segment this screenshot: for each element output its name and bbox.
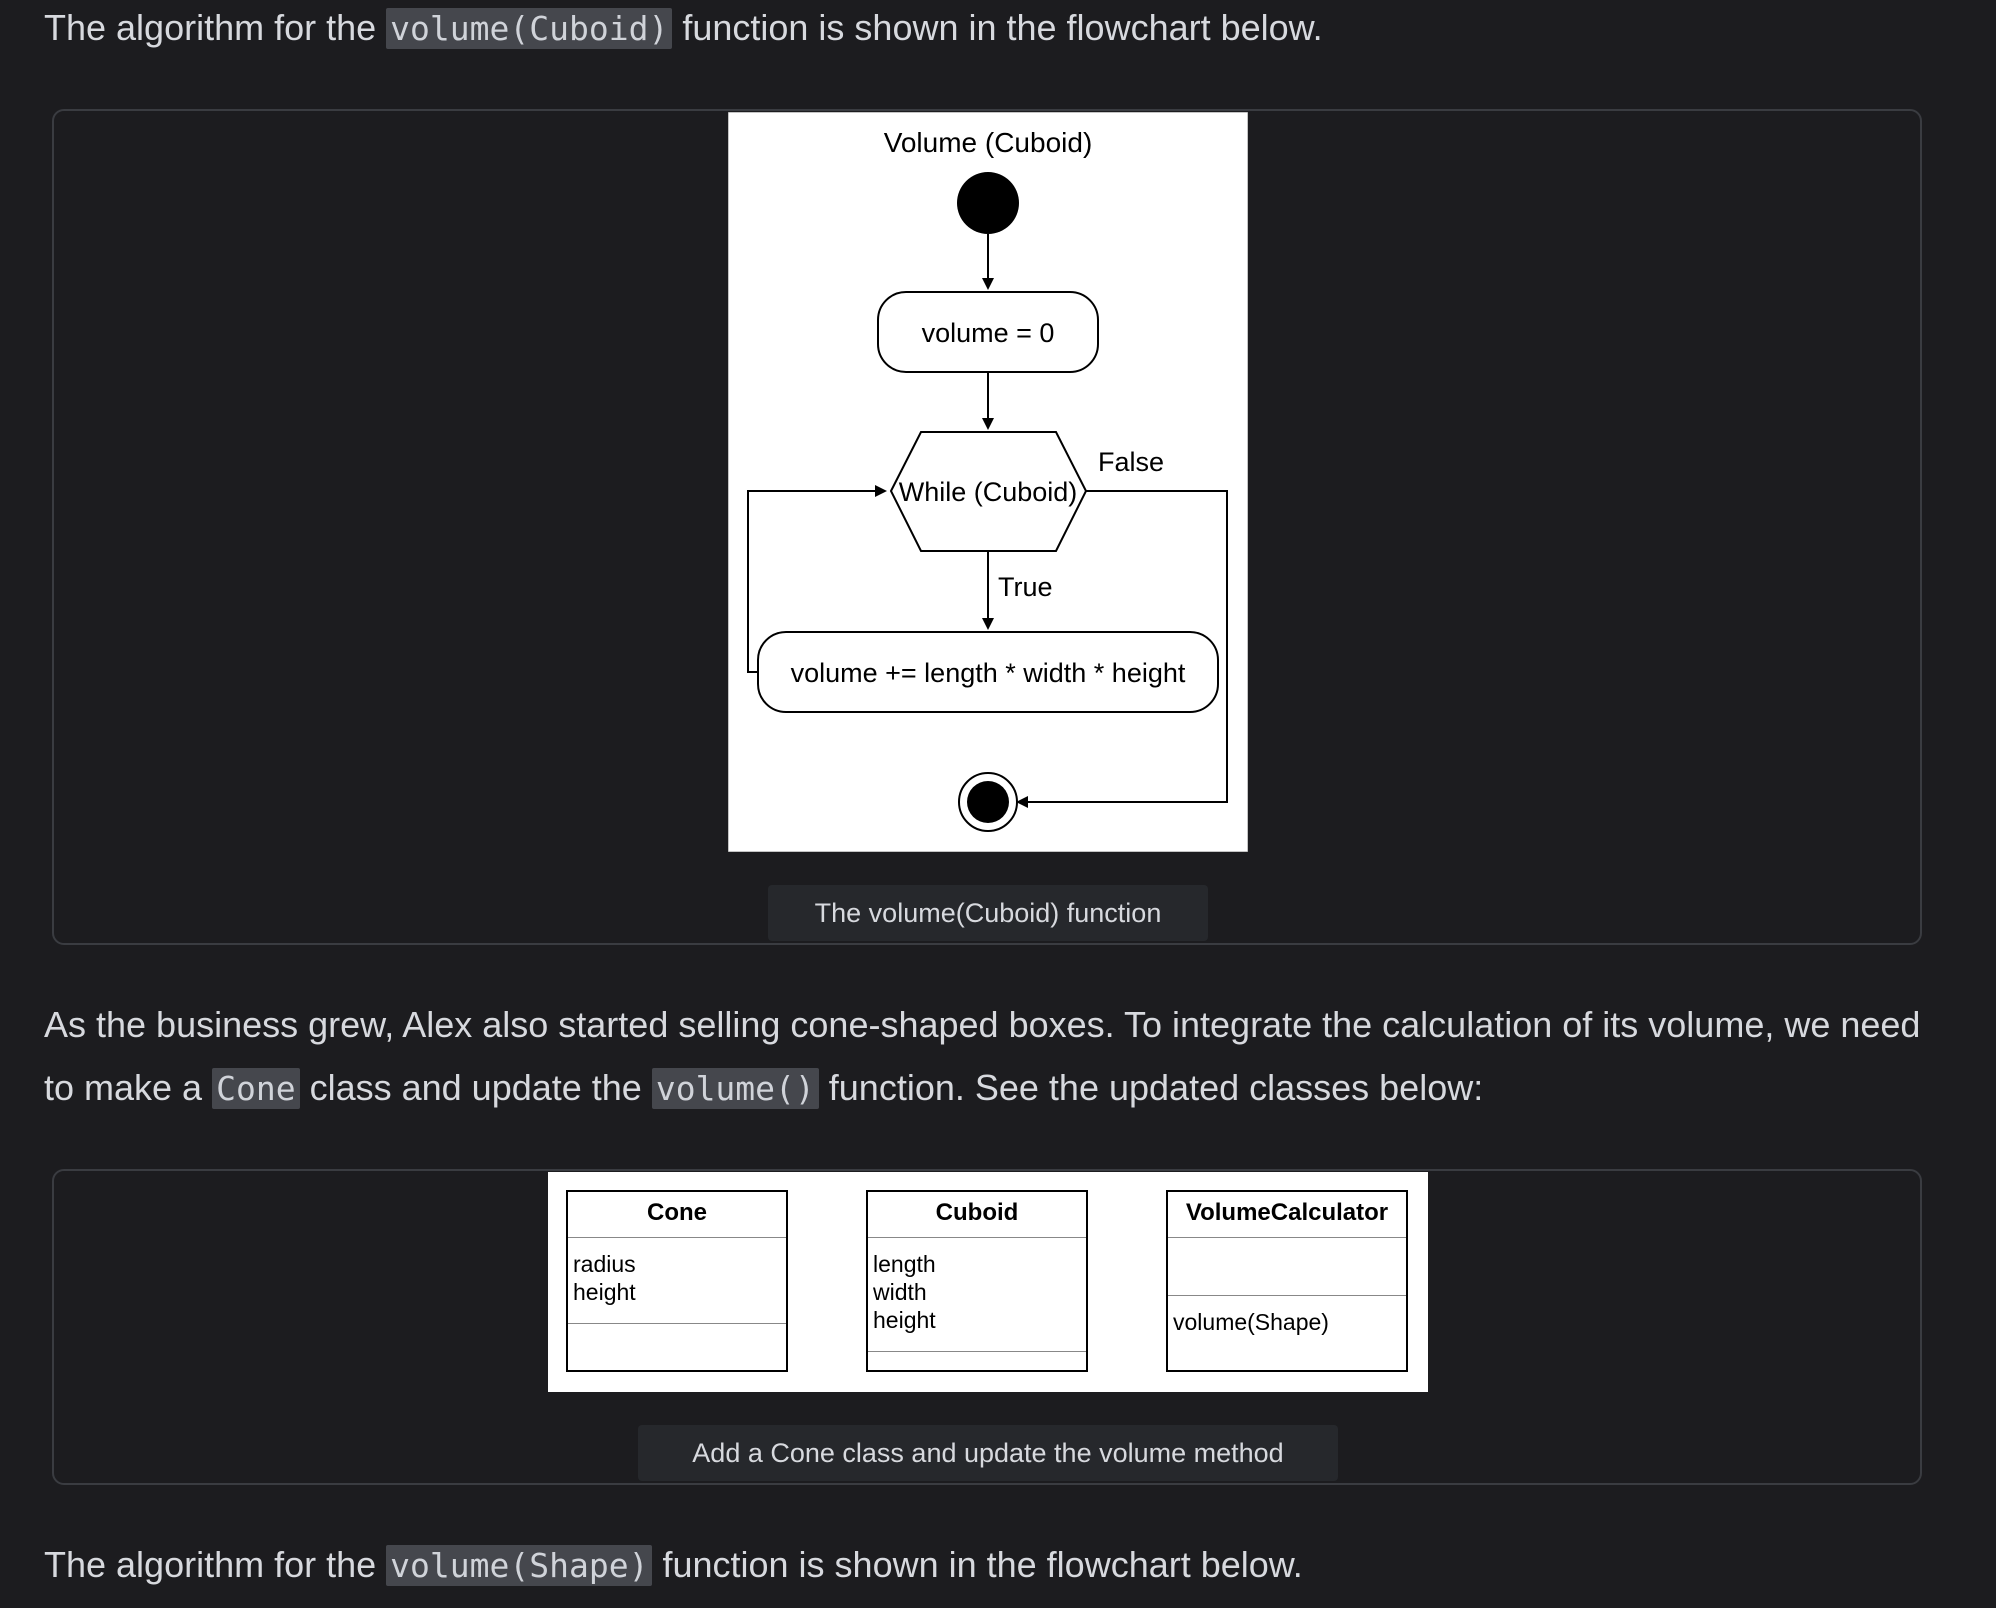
cone-class-operations	[568, 1324, 786, 1336]
middle-text-2: class and update the	[299, 1067, 652, 1108]
outro-text: The algorithm for the	[44, 1544, 387, 1585]
intro-text-end: function is shown in the flowchart below.	[672, 7, 1323, 48]
middle-paragraph	[44, 993, 1944, 1120]
flowchart-title: Volume (Cuboid)	[883, 127, 1093, 158]
cone-class	[566, 1190, 788, 1372]
cone-attr-radius: radius	[573, 1251, 636, 1277]
volume-calculator-op-volume: volume(Shape)	[1173, 1309, 1329, 1335]
cuboid-class-name: Cuboid	[868, 1192, 1086, 1238]
cuboid-attr-width: width	[873, 1279, 927, 1305]
volume-calculator-operations	[1168, 1296, 1406, 1336]
cuboid-attr-height: height	[873, 1307, 936, 1333]
class-diagram-caption: Add a Cone class and update the volume method	[638, 1425, 1338, 1481]
volume-calculator-attributes	[1168, 1238, 1406, 1296]
middle-text-3: function. See the updated classes below:	[818, 1067, 1484, 1108]
cone-attr-height: height	[573, 1279, 636, 1305]
outro-paragraph	[44, 1533, 1944, 1597]
end-node	[967, 781, 1009, 823]
cone-class-name: Cone	[568, 1192, 786, 1238]
cone-code: Cone	[212, 1068, 299, 1109]
intro-text: The algorithm for the	[44, 7, 387, 48]
flowchart-diagram	[728, 112, 1248, 852]
cuboid-class-attributes	[868, 1238, 1086, 1352]
volume-calculator-class	[1166, 1190, 1408, 1372]
middle-text-1: As the business grew, Alex also started selling cone-shaped boxes. To integrate the calculation of its volume, we need to make a	[44, 1004, 1921, 1108]
loop-action-label: volume += length * width * height	[790, 658, 1186, 688]
init-action-label: volume = 0	[921, 318, 1055, 348]
cuboid-class	[866, 1190, 1088, 1372]
false-label: False	[1098, 447, 1165, 477]
cuboid-class-operations	[868, 1352, 1086, 1364]
class-diagram	[548, 1172, 1428, 1392]
cuboid-attr-length: length	[873, 1251, 936, 1277]
true-label: True	[998, 572, 1053, 602]
start-node	[957, 172, 1019, 234]
decision-label: While (Cuboid)	[898, 477, 1078, 507]
volume-code: volume()	[652, 1068, 819, 1109]
cone-class-attributes	[568, 1238, 786, 1324]
flowchart-caption: The volume(Cuboid) function	[768, 885, 1208, 941]
outro-text-end: function is shown in the flowchart below.	[652, 1544, 1303, 1585]
intro-code: volume(Cuboid)	[386, 8, 672, 49]
volume-calculator-class-name: VolumeCalculator	[1168, 1192, 1406, 1238]
outro-code: volume(Shape)	[386, 1545, 652, 1586]
intro-paragraph	[44, 0, 1944, 60]
